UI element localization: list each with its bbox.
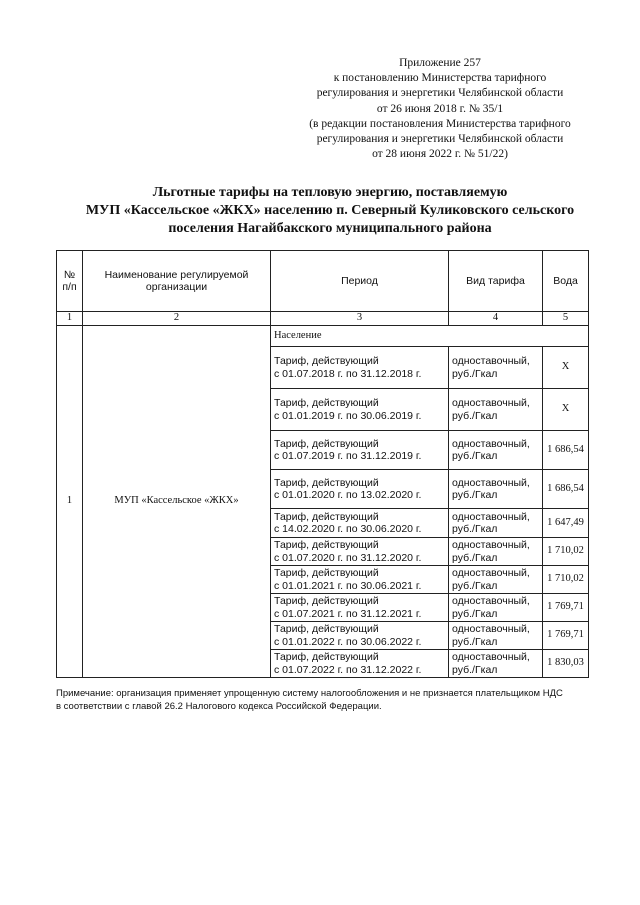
period-dates: с 01.01.2020 г. по 13.02.2020 г. (274, 489, 422, 501)
water-value: 1 686,54 (543, 470, 589, 509)
tariff-kind-cell (449, 431, 543, 470)
table-header-row (57, 251, 589, 312)
column-number: 1 (57, 312, 83, 326)
title-line: поселения Нагайбакского муниципального района (168, 221, 492, 236)
tariff-kind-cell (449, 389, 543, 431)
appendix-line: от 26 июня 2018 г. № 35/1 (376, 102, 504, 115)
tariff-unit: руб./Гкал (452, 579, 498, 592)
period-cell (271, 622, 449, 650)
period-dates: с 01.01.2019 г. по 30.06.2019 г. (274, 409, 422, 422)
footnote (56, 688, 616, 713)
water-value: 1 710,02 (543, 538, 589, 566)
tariff-table (56, 250, 589, 678)
tariff-kind-cell (449, 538, 543, 566)
period-line: Тариф, действующий (274, 510, 379, 523)
tariff-unit: руб./Гкал (452, 523, 498, 535)
appendix-line: от 28 июня 2022 г. № 51/22) (372, 148, 508, 161)
tariff-unit: руб./Гкал (452, 607, 498, 620)
footnote-line: в соответствии с главой 26.2 Налогового кодекса Российской Федерации. (56, 700, 382, 712)
tariff-unit: руб./Гкал (452, 551, 498, 564)
tariff-unit: руб./Гкал (452, 663, 498, 676)
period-line: Тариф, действующий (274, 397, 379, 409)
tariff-kind: одноставочный, (452, 510, 530, 523)
tariff-kind: одноставочный, (452, 651, 530, 663)
period-dates: с 01.07.2018 г. по 31.12.2018 г. (274, 367, 422, 380)
period-dates: с 01.07.2022 г. по 31.12.2022 г. (274, 663, 422, 676)
tariff-kind-cell (449, 470, 543, 509)
appendix-line: регулирования и энергетики Челябинской области (316, 87, 564, 100)
title-line: МУП «Кассельское «ЖКХ» населению п. Северный Куликовского сельского (85, 203, 575, 218)
period-line: Тариф, действующий (274, 623, 379, 635)
tariff-unit: руб./Гкал (452, 635, 498, 648)
column-number: 5 (543, 312, 589, 326)
period-cell (271, 347, 449, 389)
water-value: 1 830,03 (543, 650, 589, 678)
appendix-line: Приложение 257 (399, 57, 481, 69)
tariff-kind-cell (449, 347, 543, 389)
period-cell (271, 389, 449, 431)
period-cell (271, 431, 449, 470)
period-cell (271, 594, 449, 622)
period-dates: с 01.07.2019 г. по 31.12.2019 г. (274, 450, 422, 462)
header-water: Вода (543, 251, 589, 312)
tariff-kind-cell (449, 622, 543, 650)
population-row (57, 326, 589, 347)
column-number-row (57, 312, 589, 326)
water-value: 1 647,49 (543, 509, 589, 538)
tariff-unit: руб./Гкал (452, 489, 498, 501)
water-value: 1 769,71 (543, 622, 589, 650)
period-line: Тариф, действующий (274, 476, 379, 489)
title-line: Льготные тарифы на тепловую энергию, поставляемую (152, 185, 508, 200)
tariff-kind: одноставочный, (452, 567, 530, 579)
column-number: 2 (83, 312, 271, 326)
header-organization: Наименование регулируемой организации (83, 251, 271, 312)
water-value: 1 769,71 (543, 594, 589, 622)
period-line: Тариф, действующий (274, 539, 379, 551)
tariff-kind-cell (449, 509, 543, 538)
appendix-line: регулирования и энергетики Челябинской области (316, 133, 564, 146)
period-cell (271, 566, 449, 594)
population-label: Население (271, 326, 589, 347)
water-value: X (543, 347, 589, 389)
appendix-reference (270, 56, 610, 162)
tariff-kind: одноставочный, (452, 539, 530, 551)
period-line: Тариф, действующий (274, 355, 379, 367)
water-value: 1 686,54 (543, 431, 589, 470)
header-number: № п/п (57, 251, 83, 312)
tariff-unit: руб./Гкал (452, 409, 498, 422)
organization-name: МУП «Кассельское «ЖКХ» (83, 326, 271, 678)
period-line: Тариф, действующий (274, 567, 379, 579)
tariff-kind-cell (449, 650, 543, 678)
tariff-kind: одноставочный, (452, 595, 530, 607)
tariff-kind: одноставочный, (452, 397, 530, 409)
period-dates: с 01.01.2021 г. по 30.06.2021 г. (274, 579, 422, 592)
appendix-line: (в редакции постановления Министерства тарифного (309, 117, 571, 130)
period-dates: с 01.07.2021 г. по 31.12.2021 г. (274, 607, 422, 620)
period-cell (271, 509, 449, 538)
tariff-kind: одноставочный, (452, 623, 530, 635)
period-line: Тариф, действующий (274, 437, 379, 450)
tariff-kind: одноставочный, (452, 437, 530, 450)
header-period: Период (271, 251, 449, 312)
tariff-kind: одноставочный, (452, 476, 530, 489)
water-value: 1 710,02 (543, 566, 589, 594)
column-number: 3 (271, 312, 449, 326)
appendix-line: к постановлению Министерства тарифного (333, 72, 547, 85)
period-cell (271, 470, 449, 509)
document-title (40, 184, 620, 238)
period-dates: с 01.07.2020 г. по 31.12.2020 г. (274, 551, 422, 564)
period-dates: с 01.01.2022 г. по 30.06.2022 г. (274, 635, 422, 648)
tariff-unit: руб./Гкал (452, 450, 498, 462)
column-number: 4 (449, 312, 543, 326)
period-cell (271, 650, 449, 678)
period-cell (271, 538, 449, 566)
tariff-kind-cell (449, 594, 543, 622)
header-tariff-kind: Вид тарифа (449, 251, 543, 312)
footnote-line: Примечание: организация применяет упрощенную систему налогообложения и не признается плательщиком НДС (56, 688, 563, 699)
row-number: 1 (57, 326, 83, 678)
water-value: X (543, 389, 589, 431)
period-line: Тариф, действующий (274, 651, 379, 663)
tariff-unit: руб./Гкал (452, 367, 498, 380)
tariff-kind-cell (449, 566, 543, 594)
tariff-kind: одноставочный, (452, 355, 530, 367)
period-line: Тариф, действующий (274, 595, 379, 607)
period-dates: с 14.02.2020 г. по 30.06.2020 г. (274, 523, 422, 535)
